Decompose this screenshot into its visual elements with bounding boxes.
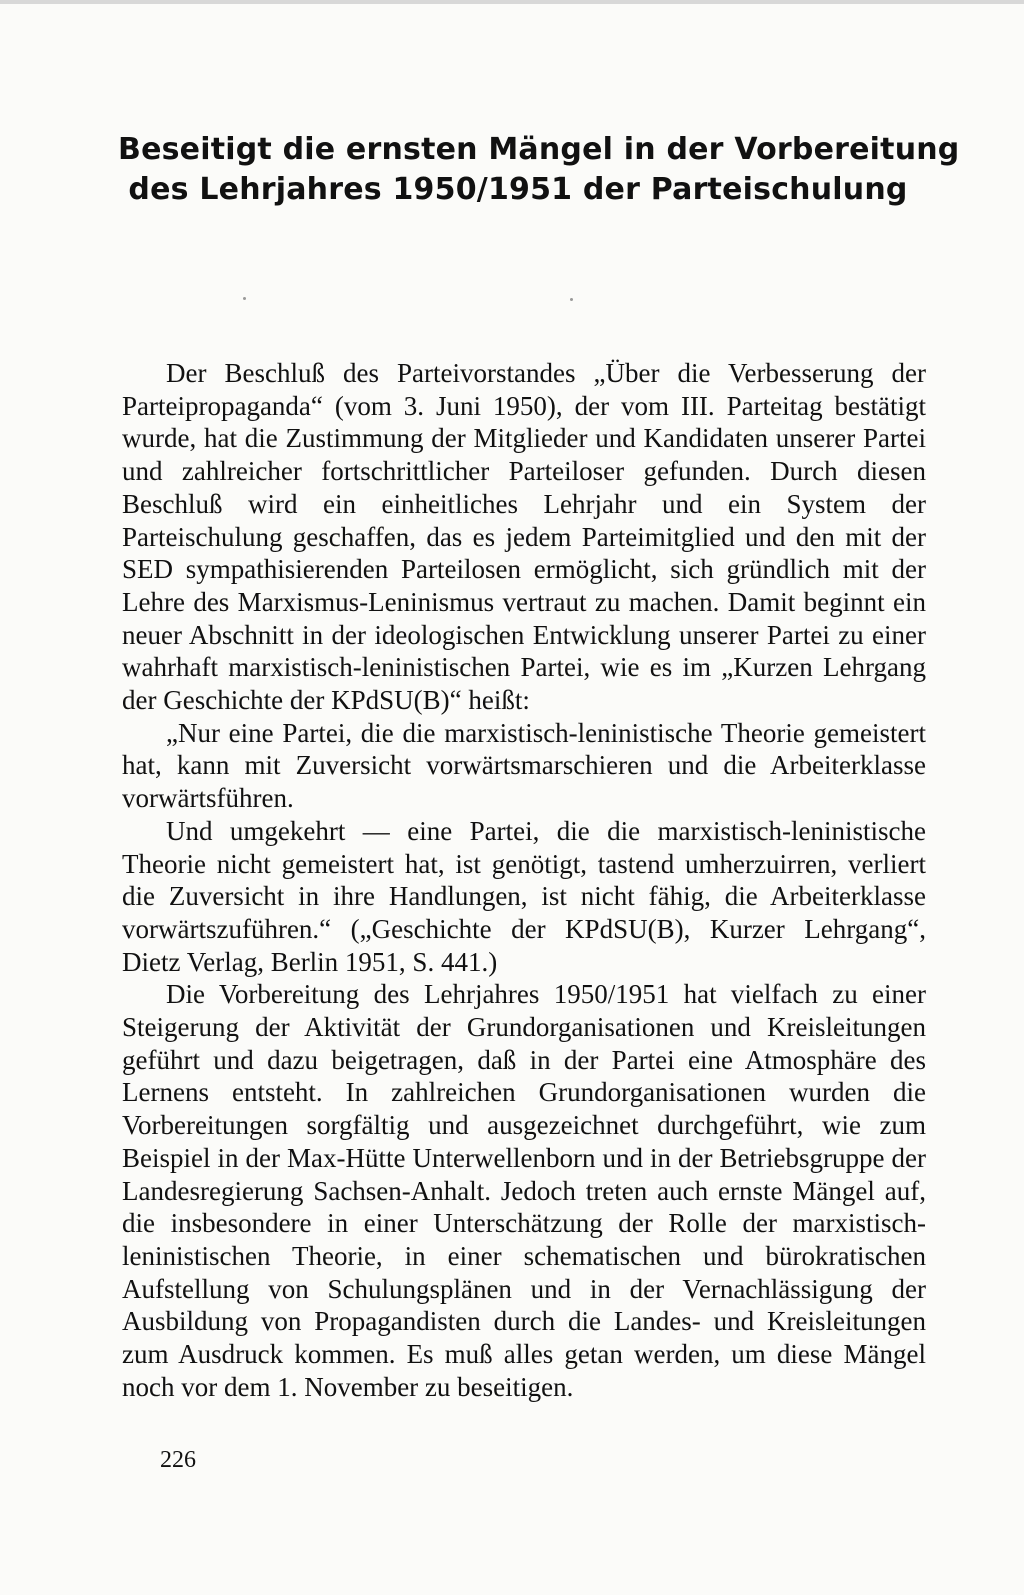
paragraph-4: Die Vorbereitung des Lehrjahres 1950/1951 hat vielfach zu einer Steigerung der Aktivität der Grundorganisationen und Kreisleitungen geführt und dazu beigetragen, daß in der Partei eine Atmosphäre des Lernens entsteht. In zahlreichen Grundorganisationen wurden die Vorbereitungen sorgfältig und ausgezeichnet durchgeführt, wie zum Beispiel in der Max-Hütte Unterwellenborn und in der Betriebsgruppe der Landesregierung Sachsen-Anhalt. Jedoch treten auch ernste Mängel auf, die insbesondere in einer Unterschätzung der Rolle der marxistisch-leninistischen Theorie, in einer schematischen und bürokratischen Aufstellung von Schulungsplänen und in der Vernachlässigung der Ausbildung von Propagandisten durch die Landes- und Kreisleitungen zum Ausdruck kommen. Es muß alles getan werden, um diese Mängel noch vor dem 1. November zu beseitigen. — [122, 979, 926, 1402]
scan-speck — [570, 298, 573, 301]
paragraph-3-quote: Und umgekehrt — eine Partei, die die marxistisch-leninistische Theorie nicht gemeistert hat, ist genötigt, tastend umherzuirren, verliert die Zuversicht in ihre Handlungen, ist nicht fähig, die Arbeiterklasse vorwärtszuführen.“ („Geschichte der KPdSU(B), Kurzer Lehrgang“, Dietz Verlag, Berlin 1951, S. 441.) — [122, 815, 926, 977]
paragraph-1: Der Beschluß des Parteivorstandes „Über die Verbesserung der Parteipropaganda“ (vom 3. Juni 1950), der vom III. Parteitag bestätigt wurde, hat die Zustimmung der Mitglieder und Kandidaten unserer Partei und zahlreicher fortschrittlicher Parteiloser gefunden. Durch diesen Beschluß wird ein einheitliches Lehrjahr und ein System der Parteischulung geschaffen, das es jedem Parteimitglied und den mit der SED sympathisierenden Parteilosen ermöglicht, sich gründlich mit der Lehre des Marxismus-Leninismus vertraut zu machen. Damit beginnt ein neuer Abschnitt in der ideologischen Entwicklung unserer Partei zu einer wahrhaft marxistisch-leninistischen Partei, wie es im „Kurzen Lehrgang der Geschichte der KPdSU(B)“ heißt: — [122, 358, 926, 716]
page-number: 226 — [160, 1447, 196, 1473]
heading-line-2: des Lehrjahres 1950/1951 der Parteischulung — [128, 172, 908, 207]
paragraph-2-quote: „Nur eine Partei, die die marxistisch-leninistische Theorie gemeistert hat, kann mit Zuversicht vorwärtsmarschieren und die Arbeiterklasse vorwärtsführen. — [122, 717, 926, 814]
heading-line-1: Beseitigt die ernsten Mängel in der Vorbereitung — [118, 132, 960, 167]
scan-speck — [243, 297, 246, 300]
scan-top-border — [0, 0, 1024, 4]
body-text — [122, 357, 926, 1404]
document-heading — [118, 130, 960, 210]
